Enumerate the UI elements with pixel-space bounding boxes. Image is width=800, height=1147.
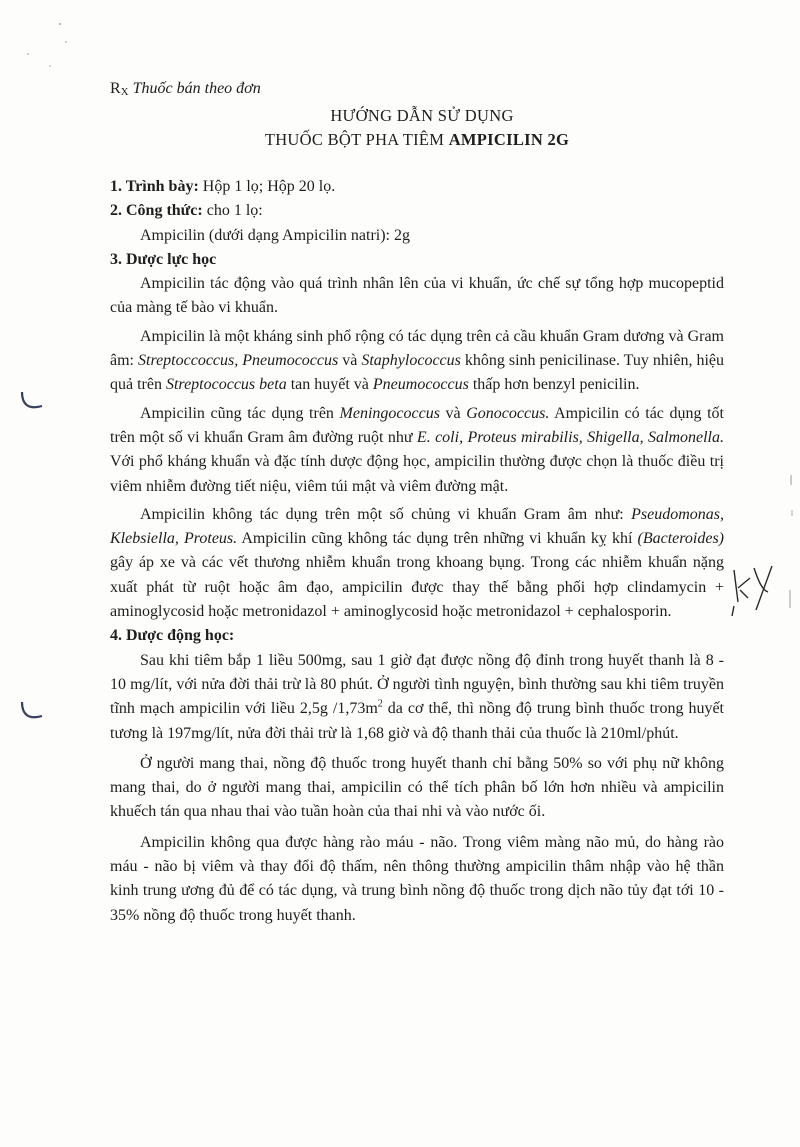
paragraph-6: Ở người mang thai, nồng độ thuốc trong huyết thanh chỉ bằng 50% so với phụ nữ không mang thai, do ở người mang thai, ampicilin có thể tích phân bố lớn hơn nhiều và ampicilin khuếch tán qua nhau thai vào tuần hoàn của thai nhi và vào nước ối. [110, 754, 724, 821]
title-line-2 [0, 130, 800, 150]
scan-speck-right-edge [784, 470, 798, 630]
paragraph-3 [110, 402, 724, 499]
rx-x: X [120, 86, 129, 98]
p4-text-c: gây áp xe và các vết thương nhiễm khuẩn trong khoang bụng. Trong các nhiễm khuẩn nặng xuất phát từ ruột hoặc âm đạo, ampicilin được thay thế bằng phối hợp clindamycin + aminoglycosid hoặc metronidazol + aminoglycosid hoặc metronidazol + cephalosporin. [110, 554, 724, 621]
title-line-2-product: AMPICILIN 2G [448, 130, 570, 149]
p2-italic-4: Pneumococcus [372, 376, 469, 394]
p4-text-a: Ampicilin không tác dụng trên một số chủng vi khuẩn Gram âm như: [140, 505, 632, 523]
p3-text-b: và [439, 404, 467, 422]
p2-text-e: thấp hơn benzyl penicilin. [468, 376, 640, 394]
binder-hole-mark-top [18, 380, 48, 420]
section-1-text: Hộp 1 lọ; Hộp 20 lọ. [198, 178, 336, 195]
p3-italic-2: Gonococcus. [466, 404, 550, 422]
section-4 [110, 624, 724, 648]
rx-text: Thuốc bán theo đơn [132, 80, 261, 97]
p2-italic-3: Streptococcus beta [165, 376, 287, 394]
paragraph-1: Ampicilin tác động vào quá trình nhân lên của vi khuẩn, ức chế sự tổng hợp mucopeptid của màng tế bào vi khuẩn. [110, 275, 724, 317]
p5-text-a: Sau khi tiêm bắp 1 liều 500mg, sau 1 giờ đạt được nồng độ đỉnh trong huyết thanh là 8 - 10 mg/lít, với nửa đời thải trừ là 80 phút. Ở người tình nguyện, bình thường sau khi tiêm truyền tĩnh mạch ampicilin với liều 2,5g /1,73m [110, 651, 724, 718]
paragraph-5 [110, 649, 724, 746]
p2-text-b: và [338, 352, 362, 370]
section-2-composition: Ampicilin (dưới dạng Ampicilin natri): 2g [140, 226, 410, 244]
title-line-2-prefix: THUỐC BỘT PHA TIÊM [264, 130, 449, 149]
p5-text-b: da cơ thể, thì nồng độ trung bình thuốc trong huyết tương là 197mg/lít, nửa đời thải trừ là 1,68 giờ và độ thanh thải của thuốc là 210ml/phút. [110, 700, 724, 742]
scan-speck-top-left [20, 14, 70, 74]
paragraph-2 [110, 325, 724, 398]
p2-italic-2: Staphylococcus [361, 352, 461, 370]
p2-text-a: Ampicilin là một kháng sinh phổ rộng có tác dụng trên cả cầu khuẩn Gram dương và Gram âm: [110, 327, 724, 370]
p5-superscript: 2 [377, 698, 383, 710]
title-line-1: HƯỚNG DẪN SỬ DỤNG [330, 106, 514, 125]
section-1-label: 1. Trình bày: [110, 178, 199, 195]
section-1 [110, 175, 724, 199]
rx-r: R [110, 80, 121, 97]
document-body [110, 175, 724, 928]
section-3 [110, 248, 724, 272]
p3-italic-1: Meningococcus [339, 404, 440, 422]
p2-text-c: không sinh penicilinase. Tuy nhiên, hiệu quả trên [110, 352, 724, 394]
p2-italic-1: Streptoccoccus, Pneumococcus [138, 352, 339, 370]
p4-text-b: Ampicilin cũng không tác dụng trên những vi khuẩn kỵ khí [237, 530, 638, 548]
paragraph-4 [110, 503, 724, 624]
p3-text-d: Với phổ kháng khuẩn và đặc tính dược động học, ampicilin thường được chọn là thuốc điều trị viêm nhiễm đường tiết niệu, viêm túi mật và viêm đường mật. [110, 453, 724, 495]
p2-text-d: tan huyết và [286, 376, 373, 394]
paragraph-7: Ampicilin không qua được hàng rào máu - não. Trong viêm màng não mủ, do hàng rào máu - não bị viêm và thay đổi độ thấm, nên thông thường ampicilin thâm nhập vào hệ thần kinh trung ương đủ để có tác dụng, và trung bình nồng độ thuốc trong dịch não tủy đạt tới 10 - 35% nồng độ thuốc trong huyết thanh. [110, 833, 724, 924]
section-2 [110, 199, 724, 223]
p4-italic-1: Pseudomonas, Klebsiella, Proteus. [110, 505, 724, 548]
section-2-text: cho 1 lọ: [202, 202, 263, 220]
p3-text-a: Ampicilin cũng tác dụng trên [140, 404, 340, 422]
p3-text-c: Ampicilin có tác dụng tốt trên một số vi khuẩn Gram âm đường ruột như [110, 404, 724, 446]
p4-italic-2: (Bacteroides) [637, 530, 724, 548]
rx-prescription-label [110, 80, 261, 98]
section-4-label: 4. Dược động học: [110, 627, 235, 645]
p3-italic-3: E. coli, Proteus mirabilis, Shigella, Salmonella. [416, 428, 724, 446]
binder-hole-mark-bottom [18, 690, 48, 730]
section-2-label: 2. Công thức: [110, 202, 203, 220]
handwritten-initial-mark [728, 560, 778, 620]
section-3-label: 3. Dược lực học [110, 250, 217, 268]
